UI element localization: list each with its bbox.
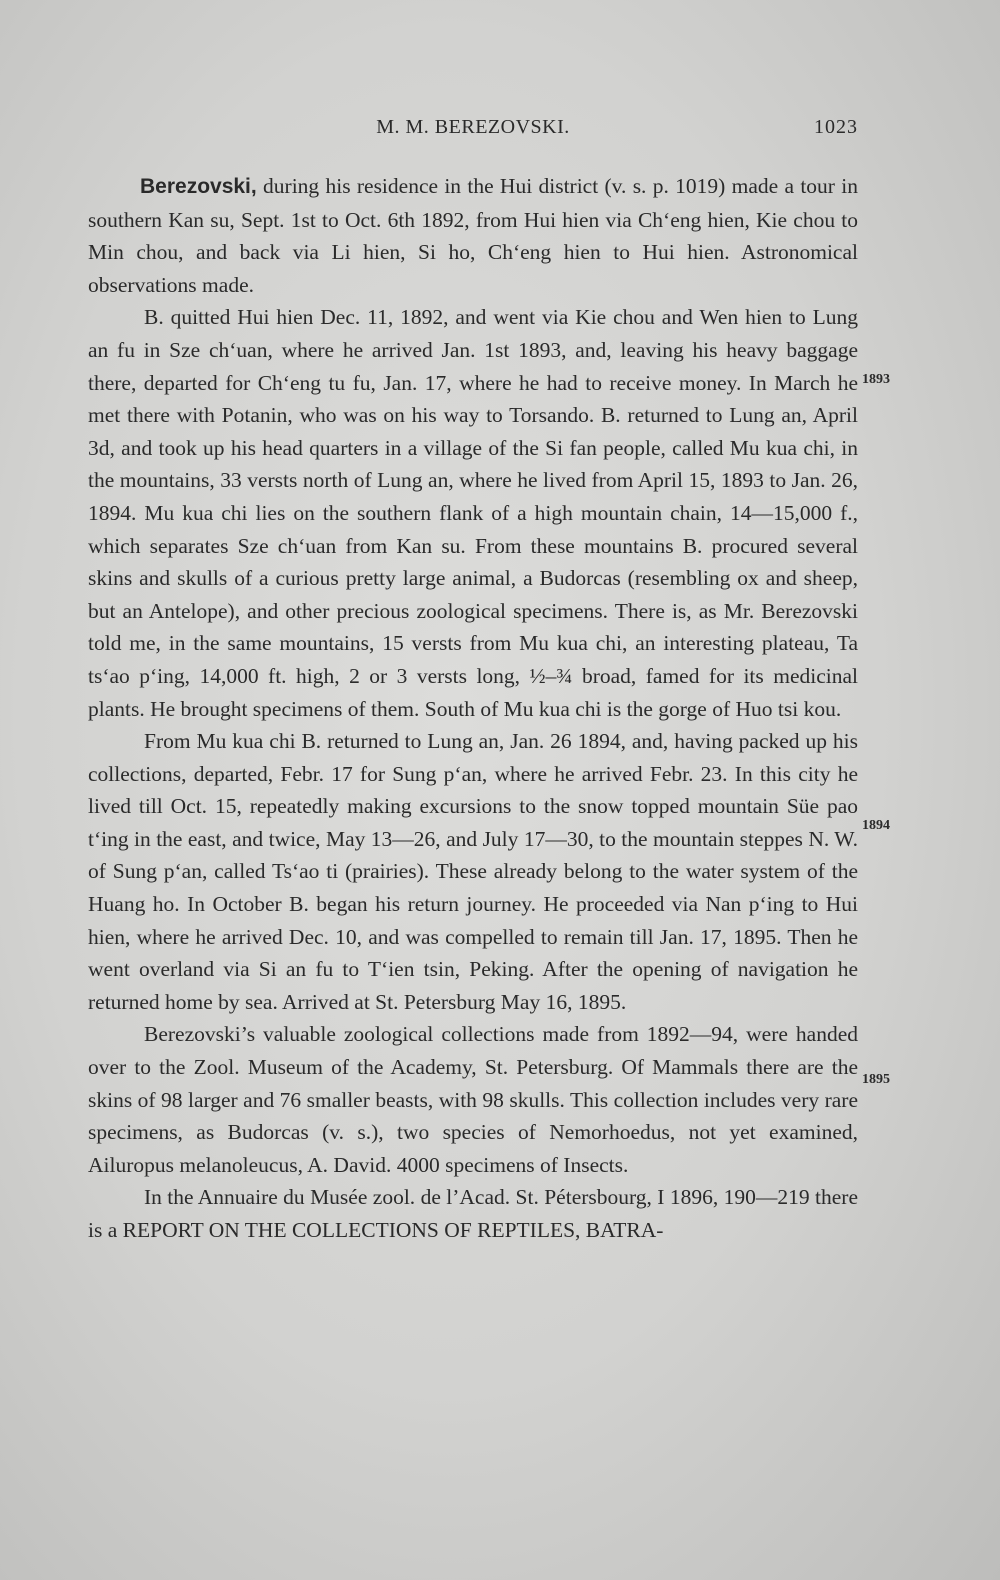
page-header xyxy=(88,116,858,146)
page-number: 1023 xyxy=(814,116,858,138)
running-head: M. M. BEREZOVSKI. xyxy=(376,116,570,138)
margin-year-1895: 1895 xyxy=(862,1072,890,1087)
paragraph-1-text: during his residence in the Hui district (v. s. p. 1019) made a tour in southern Kan su, Sept. 1st to Oct. 6th 1892, from Hui hien via Ch‘eng hien, Kie chou to Min chou, and back via Li hien, Si ho, Ch‘eng hien to Hui hien. Astronomical observations made. xyxy=(88,174,858,297)
paragraph-2: B. quitted Hui hien Dec. 11, 1892, and went via Kie chou and Wen hien to Lung an fu in Sze ch‘uan, where he arrived Jan. 1st 1893, and, leaving his heavy baggage there, departed for Ch‘eng tu fu, Jan. 17, where he had to receive money. In March he met there with Potanin, who was on his way to Torsando. B. returned to Lung an, April 3d, and took up his head quarters in a village of the Si fan people, called Mu kua chi, in the mountains, 33 versts north of Lung an, where he lived from April 15, 1893 to Jan. 26, 1894. Mu kua chi lies on the southern flank of a high mountain chain, 14—15,000 f., which separates Sze ch‘uan from Kan su. From these mountains B. procured several skins and skulls of a curious pretty large animal, a Budorcas (resembling ox and sheep, but an Antelope), and other precious zoological specimens. There is, as Mr. Berezovski told me, in the same mountains, 15 versts from Mu kua chi, an interesting plateau, Ta ts‘ao p‘ing, 14,000 ft. high, 2 or 3 versts long, ½–¾ broad, famed for its medicinal plants. He brought specimens of them. South of Mu kua chi is the gorge of Huo tsi kou. xyxy=(88,305,858,721)
margin-year-1894: 1894 xyxy=(862,818,890,833)
paragraph-lead-name: Berezovski, xyxy=(140,175,257,198)
paragraph-4: Berezovski’s valuable zoological collections made from 1892—94, were handed over to the Zool. Museum of the Academy, St. Petersburg. Of Mammals there are the skins of 98 larger and 76 smaller beasts, with 98 skulls. This collection includes very rare specimens, as Budorcas (v. s.), two species of Nemorhoedus, not yet examined, Ailuropus melanoleucus, A. David. 4000 specimens of Insects. xyxy=(88,1022,858,1177)
paragraph-5: In the Annuaire du Musée zool. de l’Acad. St. Pétersbourg, I 1896, 190—219 there is a REPORT ON THE COLLECTIONS OF REPTILES, BATRA- xyxy=(88,1185,858,1242)
paragraph-3: From Mu kua chi B. returned to Lung an, Jan. 26 1894, and, having packed up his collections, departed, Febr. 17 for Sung p‘an, where he arrived Febr. 23. In this city he lived till Oct. 15, repeatedly making excursions to the snow topped mountain Süe pao t‘ing in the east, and twice, May 13—26, and July 17—30, to the mountain steppes N. W. of Sung p‘an, called Ts‘ao ti (prairies). These already belong to the water system of the Huang ho. In October B. began his return journey. He proceeded via Nan p‘ing to Hui hien, where he arrived Dec. 10, and was compelled to remain till Jan. 17, 1895. Then he went overland via Si an fu to T‘ien tsin, Peking. After the opening of navigation he returned home by sea. Arrived at St. Petersburg May 16, 1895. xyxy=(88,729,858,1014)
body-text xyxy=(88,170,858,1247)
margin-year-1893: 1893 xyxy=(862,372,890,387)
paragraph-1 xyxy=(88,170,858,301)
